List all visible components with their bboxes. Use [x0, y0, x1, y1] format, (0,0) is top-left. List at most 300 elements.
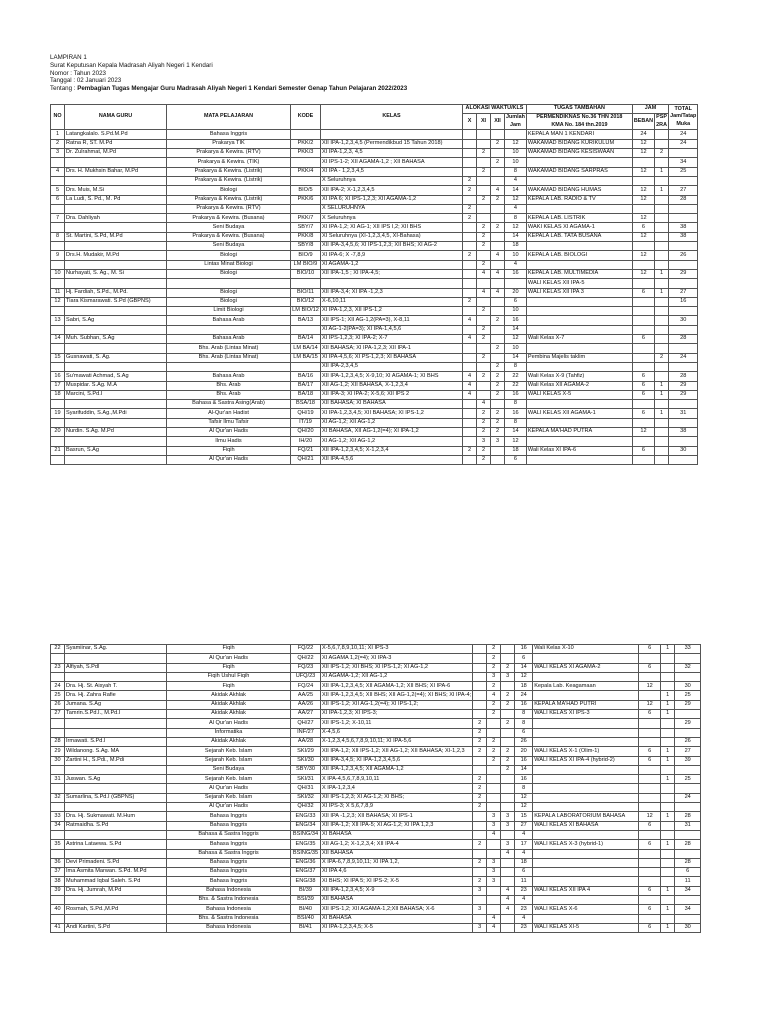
psp-hours: [661, 672, 675, 681]
table-row: [51, 149, 698, 158]
total-load: 39: [675, 756, 701, 765]
row-number: 35: [51, 840, 65, 849]
classes: X SELURUHNYA: [321, 204, 463, 213]
psp-hours: 1: [661, 840, 675, 849]
hours-xii: [491, 204, 505, 213]
duty-hours: 6: [632, 381, 654, 390]
hours-xi: 4: [477, 288, 491, 297]
hours-xii: [501, 830, 515, 839]
additional-duty: [533, 830, 639, 839]
subject-code: [291, 130, 321, 139]
duty-hours: 12: [639, 700, 661, 709]
duty-hours: [639, 775, 661, 784]
teacher-name: Dra. Hj. St. Aisyah T.: [65, 682, 167, 691]
additional-duty: KEPALA LAB. BIOLOGI: [526, 251, 632, 260]
row-number: 28: [51, 737, 65, 746]
teacher-name: [65, 176, 167, 185]
classes: XII IPA-1,5 ; XI IPA-4,5;: [321, 269, 463, 278]
table-row: [51, 316, 698, 325]
table-row: [51, 682, 701, 691]
psp-hours: [655, 362, 669, 371]
row-number: [51, 803, 65, 812]
subject: Limit Biologi: [167, 307, 291, 316]
hours-x: 2: [463, 446, 477, 455]
teacher-name: Marcini, S.Pd.I: [65, 390, 167, 399]
row-number: 15: [51, 353, 65, 362]
subject: Al Qur'an Hadis: [167, 719, 291, 728]
teacher-name: Dra. Hj. Sukmawati. M.Hum: [65, 812, 167, 821]
psp-hours: [661, 803, 675, 812]
total-hours: 8: [505, 214, 527, 223]
table-row: [51, 288, 698, 297]
classes: X-1,2,3,4,5,6,7,8,9,10,11; XI IPA-5,6: [321, 737, 473, 746]
total-hours: 23: [515, 923, 533, 932]
teacher-name: Dra. Hj. Jumrah, M.Pd: [65, 886, 167, 895]
total-hours: 14: [505, 427, 527, 436]
table-row: [51, 400, 698, 409]
hours-x: 2: [473, 793, 487, 802]
hours-x: [463, 195, 477, 204]
additional-duty: Pembina Majelis taklim: [526, 353, 632, 362]
total-load: 28: [669, 372, 698, 381]
header-tugas: TUGAS TAMBAHAN: [526, 105, 632, 114]
additional-duty: [526, 316, 632, 325]
hours-x: 2: [473, 803, 487, 812]
hours-xii: 2: [501, 765, 515, 774]
classes: XII IPA-2,3,4,5: [321, 362, 463, 371]
header-xii: XII: [491, 114, 505, 130]
total-load: [669, 204, 698, 213]
teacher-name: [65, 719, 167, 728]
duty-hours: [639, 719, 661, 728]
hours-xii: [491, 353, 505, 362]
hours-xi: 2: [487, 682, 501, 691]
hours-xii: [501, 737, 515, 746]
teacher-name: Drs.H. Mudakir, M.Pd: [65, 251, 167, 260]
additional-duty: WALI KELAS XII IPA 4: [533, 886, 639, 895]
row-number: [51, 437, 65, 446]
row-number: 32: [51, 793, 65, 802]
table-row: [51, 307, 698, 316]
total-load: 24: [669, 139, 698, 148]
hours-xii: 2: [491, 195, 505, 204]
table-row: [51, 195, 698, 204]
subject: Sejarah Keb. Islam: [167, 747, 291, 756]
hours-x: 4: [463, 381, 477, 390]
hours-x: 2: [473, 784, 487, 793]
duty-hours: [639, 914, 661, 923]
total-hours: 12: [505, 195, 527, 204]
hours-xii: 2: [501, 700, 515, 709]
subject: Fiqih: [167, 446, 291, 455]
psp-hours: 1: [661, 812, 675, 821]
subject: Akidak Akhlak: [167, 737, 291, 746]
hours-x: [473, 700, 487, 709]
hours-x: [463, 149, 477, 158]
header-alokasi: ALOKASI WAKTU/KLS: [463, 105, 527, 114]
row-number: 39: [51, 886, 65, 895]
hours-xii: 2: [491, 362, 505, 371]
hours-xii: 2: [491, 372, 505, 381]
table-row: [51, 353, 698, 362]
table-row: [51, 830, 701, 839]
row-number: 23: [51, 663, 65, 672]
total-load: 28: [669, 335, 698, 344]
table-row: [51, 251, 698, 260]
total-hours: 16: [505, 409, 527, 418]
classes: XI AGAMA 1,2(=4); XI IPA-3: [321, 654, 473, 663]
additional-duty: [533, 672, 639, 681]
subject-code: FQ/24: [291, 682, 321, 691]
hours-xi: 2: [477, 427, 491, 436]
total-load: 30: [669, 316, 698, 325]
duty-hours: 6: [632, 223, 654, 232]
hours-x: 2: [473, 747, 487, 756]
subject: Bhs. Arab (Lintas Minat): [167, 353, 291, 362]
classes: XI AG-1-2(PA=3); XI IPA-1,4,5,6: [321, 325, 463, 334]
table-row: [51, 418, 698, 427]
duty-hours: 6: [639, 747, 661, 756]
duty-hours: [632, 455, 654, 464]
hours-xii: [501, 793, 515, 802]
hours-x: [473, 682, 487, 691]
hours-xii: [501, 803, 515, 812]
table-row: [51, 923, 701, 932]
hours-x: 2: [463, 176, 477, 185]
row-number: [51, 896, 65, 905]
header-jumlah-jam: Jumlah Jam: [505, 114, 527, 130]
hours-xi: 3: [487, 821, 501, 830]
subject: Al Qur'an Hadis: [167, 654, 291, 663]
psp-hours: 2: [655, 149, 669, 158]
subject: Sejarah Keb. Islam: [167, 793, 291, 802]
hours-x: [473, 663, 487, 672]
teacher-name: Rosmah, S.Pd.,M.Pd: [65, 905, 167, 914]
classes: XII IPS-1,2; XII AG-1,2(=4); XI IPS-1,2;: [321, 700, 473, 709]
row-number: 4: [51, 167, 65, 176]
classes: XII IPA-3,4,5; XI IPA-1,2,3,4,5,6: [321, 756, 473, 765]
row-number: [51, 672, 65, 681]
hours-x: [473, 896, 487, 905]
table-row: [51, 645, 701, 654]
subject-code: AA/28: [291, 737, 321, 746]
classes: X IPA-4,5,6,7,8,9,10,11: [321, 775, 473, 784]
total-hours: 26: [515, 737, 533, 746]
teacher-name: [65, 765, 167, 774]
table-row: [51, 242, 698, 251]
total-hours: 16: [515, 756, 533, 765]
total-load: 38: [669, 427, 698, 436]
table-row: [51, 214, 698, 223]
additional-duty: KEPALA MA'HAD PUTRA: [526, 427, 632, 436]
additional-duty: [526, 242, 632, 251]
additional-duty: Wali Kelas X-10: [533, 645, 639, 654]
subject-code: QH/20: [291, 427, 321, 436]
total-load: [669, 214, 698, 223]
table-row: [51, 260, 698, 269]
duty-hours: 12: [632, 139, 654, 148]
duty-hours: 6: [639, 840, 661, 849]
table-row: [51, 737, 701, 746]
subject: Seni Budaya: [167, 223, 291, 232]
total-load: 29: [669, 269, 698, 278]
total-hours: 12: [505, 437, 527, 446]
psp-hours: [661, 830, 675, 839]
hours-xi: 2: [487, 645, 501, 654]
row-number: [51, 325, 65, 334]
tentang-text: Pembagian Tugas Mengajar Guru Madrasah Aliyah Negeri 1 Kendari Semester Genap Tahun Pelajaran 2022/2023: [77, 85, 408, 93]
subject-code: BA/14: [291, 335, 321, 344]
row-number: [51, 158, 65, 167]
table-row: [51, 167, 698, 176]
additional-duty: [526, 437, 632, 446]
hours-x: [473, 756, 487, 765]
hours-xii: 4: [501, 886, 515, 895]
additional-duty: Kepala Lab. Keagamaan: [533, 682, 639, 691]
subject: Seni Budaya: [167, 242, 291, 251]
psp-hours: [655, 418, 669, 427]
subject-code: [291, 325, 321, 334]
total-hours: 14: [505, 325, 527, 334]
total-load: 29: [669, 381, 698, 390]
nomor-line: Nomor : Tahun 2023: [50, 69, 106, 77]
additional-duty: [533, 858, 639, 867]
row-number: 27: [51, 710, 65, 719]
hours-xii: 4: [491, 186, 505, 195]
teacher-name: [65, 158, 167, 167]
total-load: [669, 149, 698, 158]
teacher-name: Wildanong. S.Ag. MA: [65, 747, 167, 756]
hours-xi: [477, 279, 491, 288]
hours-xi: 2: [487, 700, 501, 709]
row-number: 11: [51, 288, 65, 297]
hours-xii: 2: [491, 427, 505, 436]
teacher-name: [65, 204, 167, 213]
table-row: [51, 728, 701, 737]
psp-hours: [655, 400, 669, 409]
subject-code: LM BA/14: [291, 344, 321, 353]
subject: Bahasa Inggris: [167, 812, 291, 821]
total-load: 26: [669, 251, 698, 260]
teacher-name: Muhammad Iqbal Saleh. S.Pd: [65, 877, 167, 886]
row-number: [51, 765, 65, 774]
subject-code: PKK/4: [291, 167, 321, 176]
hours-x: [463, 158, 477, 167]
classes: [321, 279, 463, 288]
table-row: [51, 756, 701, 765]
hours-xi: 2: [487, 663, 501, 672]
classes: XII IPA-3,4; XI IPA -1,2,3: [321, 288, 463, 297]
additional-duty: [533, 765, 639, 774]
hours-xi: 4: [487, 691, 501, 700]
hours-xi: 2: [477, 242, 491, 251]
hours-xi: 4: [487, 914, 501, 923]
hours-xi: [487, 793, 501, 802]
psp-hours: [655, 316, 669, 325]
hours-xi: 4: [477, 400, 491, 409]
additional-duty: KEPALA LAB. RADIO & TV: [526, 195, 632, 204]
table-row: [51, 139, 698, 148]
hours-xii: [501, 914, 515, 923]
subject: Fiqih Ushul Fiqih: [167, 672, 291, 681]
additional-duty: [533, 737, 639, 746]
classes: XII IPA-1,2,3,4,5 (Permendikbud 15 Tahun 2018): [321, 139, 463, 148]
additional-duty: [533, 793, 639, 802]
row-number: 10: [51, 269, 65, 278]
classes: XII IPA-3,4,5,6; XI IPS-1,2,3; XII BHS; XI AG-2: [321, 242, 463, 251]
total-load: [669, 242, 698, 251]
subject-code: SBY/30: [291, 765, 321, 774]
hours-xi: 2: [477, 418, 491, 427]
total-hours: 4: [515, 896, 533, 905]
subject: Biologi: [167, 269, 291, 278]
subject: Bahasa Inggris: [167, 877, 291, 886]
classes: XI AG-1,2; XII AG-1,2: [321, 437, 463, 446]
total-hours: 18: [515, 682, 533, 691]
total-load: [675, 728, 701, 737]
total-hours: 4: [515, 914, 533, 923]
duty-hours: [639, 877, 661, 886]
subject-code: ENG/33: [291, 812, 321, 821]
table-row: [51, 840, 701, 849]
total-hours: 12: [505, 139, 527, 148]
teacher-name: [65, 260, 167, 269]
teacher-name: Su'mawati Achmad, S.Ag: [65, 372, 167, 381]
teacher-name: Alfiyah, S.Pdl: [65, 663, 167, 672]
total-hours: 22: [505, 372, 527, 381]
subject-code: AA/27: [291, 710, 321, 719]
total-hours: 22: [505, 381, 527, 390]
teacher-name: Basrun, S.Ag: [65, 446, 167, 455]
subject-code: QH/19: [291, 409, 321, 418]
teacher-name: Juswan. S.Ag: [65, 775, 167, 784]
hours-x: 3: [473, 923, 487, 932]
total-load: [675, 896, 701, 905]
duty-hours: [632, 158, 654, 167]
total-load: [675, 765, 701, 774]
subject-code: BIO/10: [291, 269, 321, 278]
header-kode: KODE: [291, 105, 321, 130]
teacher-name: [65, 830, 167, 839]
duty-hours: 6: [639, 663, 661, 672]
table-row: [51, 176, 698, 185]
total-hours: 12: [515, 672, 533, 681]
hours-xii: [501, 877, 515, 886]
hours-x: [463, 455, 477, 464]
subject-code: IH/20: [291, 437, 321, 446]
classes: X IPA-6,7,8,9,10,11; XI IPA 1,2,: [321, 858, 473, 867]
subject: Biologi: [167, 251, 291, 260]
hours-xi: [477, 176, 491, 185]
additional-duty: KEPALA LABORATORIUM BAHASA: [533, 812, 639, 821]
row-number: 24: [51, 682, 65, 691]
subject-code: BSING/35: [291, 849, 321, 858]
classes: XII BAHASA; XI BAHASA: [321, 400, 463, 409]
hours-xii: 4: [491, 269, 505, 278]
row-number: 16: [51, 372, 65, 381]
classes: XI IPA-1,2,3, 4,5: [321, 149, 463, 158]
total-load: [675, 710, 701, 719]
classes: XI IPS-1-2; XII AGAMA-1,2 ; XII BAHASA: [321, 158, 463, 167]
subject: Prakarya & Kewira. (RTV): [167, 204, 291, 213]
total-load: 27: [669, 288, 698, 297]
hours-x: [463, 362, 477, 371]
subject-code: AA/26: [291, 700, 321, 709]
hours-xi: 2: [477, 260, 491, 269]
hours-xi: [477, 130, 491, 139]
teacher-name: Ima Asmita Marwan. S.Pd. M.Pd: [65, 868, 167, 877]
table-row: [51, 803, 701, 812]
additional-duty: [526, 418, 632, 427]
duty-hours: 12: [632, 214, 654, 223]
hours-xi: 3: [477, 437, 491, 446]
duty-hours: 6: [639, 756, 661, 765]
psp-hours: [655, 223, 669, 232]
psp-hours: 1: [661, 923, 675, 932]
additional-duty: [533, 775, 639, 784]
table-row: [51, 765, 701, 774]
subject: Bahasa & Sastra Asing(Arab): [167, 400, 291, 409]
total-hours: 20: [505, 288, 527, 297]
row-number: [51, 362, 65, 371]
total-hours: 6: [505, 455, 527, 464]
hours-xii: [491, 232, 505, 241]
additional-duty: WAKAMAD BIDANG SARPRAS: [526, 167, 632, 176]
hours-xii: [491, 307, 505, 316]
table-row: [51, 672, 701, 681]
subject-code: BA/17: [291, 381, 321, 390]
total-load: 33: [675, 645, 701, 654]
duty-hours: 6: [632, 409, 654, 418]
subject: Bhs. & Sastra Indonesia: [167, 896, 291, 905]
psp-hours: [655, 335, 669, 344]
classes: XI IPA-4,5,6; XI PS-1,2,3; XI BAHASA: [321, 353, 463, 362]
hours-xii: [491, 242, 505, 251]
classes: X IPA-1,2,3,4: [321, 784, 473, 793]
table-row: [51, 700, 701, 709]
row-number: [51, 719, 65, 728]
hours-xii: [501, 654, 515, 663]
hours-xi: [487, 775, 501, 784]
duty-hours: [632, 176, 654, 185]
hours-xi: 2: [487, 737, 501, 746]
psp-hours: 1: [655, 186, 669, 195]
subject: Al Qur'an Hadis: [167, 427, 291, 436]
psp-hours: [661, 663, 675, 672]
duty-hours: [632, 400, 654, 409]
row-number: [51, 260, 65, 269]
hours-xii: [491, 446, 505, 455]
classes: XI Seluruhnya (XI-1,2,3,4,5, XI-Bahasa): [321, 232, 463, 241]
additional-duty: Wali Kelas X-7: [526, 335, 632, 344]
row-number: [51, 784, 65, 793]
teacher-name: Tamrin.S.Pd.I., M.Pd.I: [65, 710, 167, 719]
row-number: 2: [51, 139, 65, 148]
additional-duty: [526, 325, 632, 334]
table-row: [51, 186, 698, 195]
duty-hours: [632, 260, 654, 269]
teacher-name: Latangkalalo. S.Pd.M.Pd: [65, 130, 167, 139]
total-load: [675, 803, 701, 812]
hours-x: [463, 288, 477, 297]
hours-x: 4: [463, 335, 477, 344]
subject-code: FQ/21: [291, 446, 321, 455]
psp-hours: 1: [661, 756, 675, 765]
duty-hours: 6: [639, 821, 661, 830]
duty-hours: [639, 849, 661, 858]
row-number: [51, 307, 65, 316]
psp-hours: 1: [661, 886, 675, 895]
